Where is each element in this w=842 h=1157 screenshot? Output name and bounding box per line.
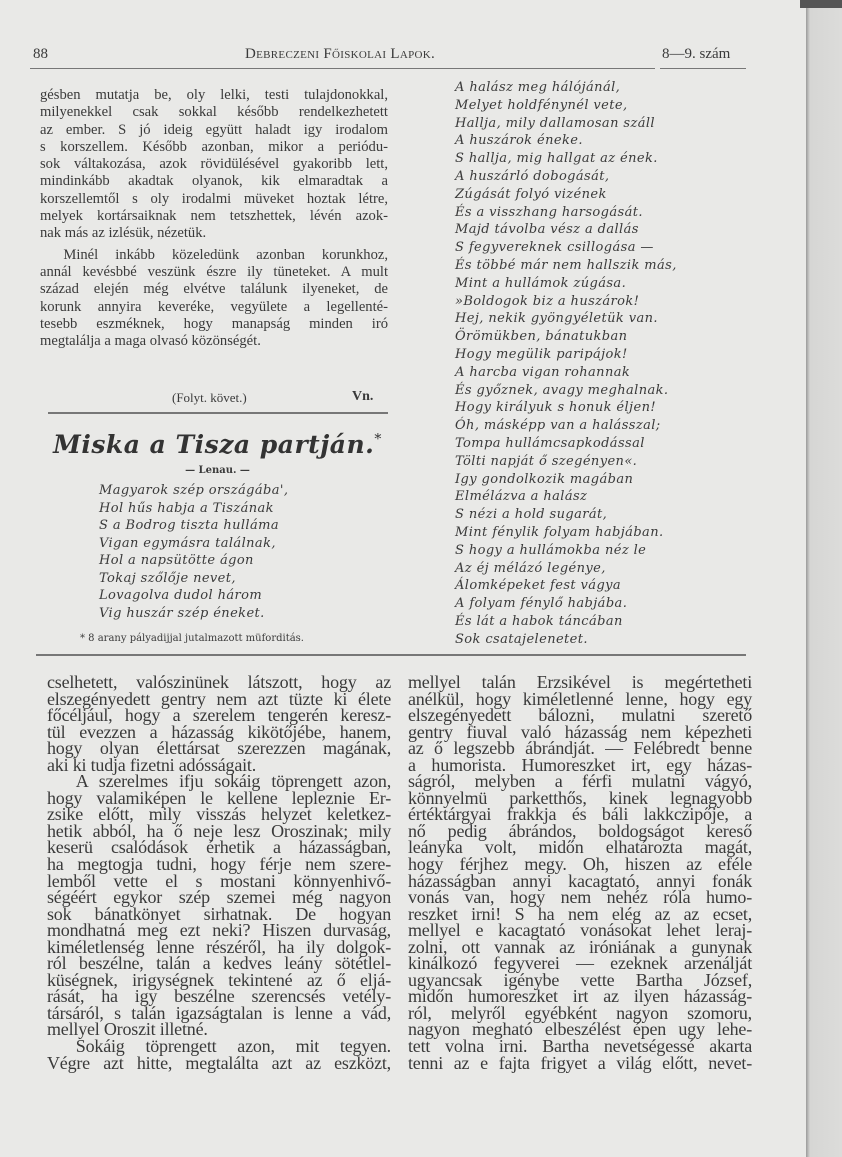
text-line: reszket irni! S ha nem elég az az ecset, <box>408 903 752 924</box>
journal-title: Debreczeni Főiskolai Lapok. <box>245 46 436 62</box>
text-line: az ember. S jó ideig együtt haladt igy irodalom <box>40 121 388 138</box>
text-line: elszegényedett bálozni, mulatni szerető <box>408 705 752 726</box>
text-line: nő pedig ábrándos, boldogságot kereső <box>408 820 752 841</box>
poem-line: Óh, másképp van a halásszal; <box>455 418 661 434</box>
text-line: s korszellem. Később azonban, mikor a periódu- <box>40 138 388 155</box>
poem-line: Mint a hullámok zúgása. <box>455 275 627 291</box>
text-line: korszellemtől s oly irodalmi müveket hoztak létre, <box>40 190 388 207</box>
poem-line: S a Bodrog tiszta hulláma <box>99 518 280 533</box>
poem-line: Hol hűs habja a Tiszának <box>99 500 274 516</box>
text-line: házasságban annyi kacagtató, annyi fonák <box>408 870 752 891</box>
text-line: keserü csalódások érhetik a házasságban, <box>47 837 391 858</box>
text-line: sok bánatkönyet sirhatnak. De hogyan <box>47 903 391 924</box>
text-line: mellyel talán Erzsikével is megértetheti <box>408 672 752 692</box>
poem-stanza-right <box>455 79 677 649</box>
text-line: gésben mutatja be, oly lelki, testi tulajdonokkal, <box>40 87 388 103</box>
text-line: főcéljául, hogy a szerelem tengerén keresz- <box>47 705 391 726</box>
poem-stanza-left <box>99 482 288 622</box>
text-line: korunk annyira keveréke, vegyülete a legellenté- <box>40 298 388 315</box>
poem-line: És lát a habok táncában <box>455 613 623 629</box>
text-line: könnyelmü parketthős, kinek legnagyobb <box>408 787 752 808</box>
essay-signature: Vn. <box>352 389 374 404</box>
poem-line: Vig huszár szép éneket. <box>99 605 265 621</box>
poem-line: Örömükben, bánatukban <box>455 329 628 345</box>
text-line: melyek kortársaiknak nem tetszhettek, lévén azok- <box>40 208 388 225</box>
text-line: a humorista. Humoreszket irt, egy házas- <box>408 754 752 775</box>
text-line: ha megtogja tudni, hogy férje nem szere- <box>47 854 391 875</box>
poem-line: A halász meg hálójánál, <box>455 80 621 95</box>
text-line: hetik abból, ha ő neje lesz Oroszinak; mily <box>47 820 391 841</box>
text-line: ugyancsak igénybe vette Bartha József, <box>408 969 752 990</box>
text-line: ról, melyről egyébként nagyon szomoru, <box>408 1002 752 1023</box>
poem-line: Hej, nekik gyöngyéletük van. <box>455 311 658 327</box>
column-divider-rule <box>36 654 746 656</box>
text-line: tesebb eszméknek, hogy manapság minden iró <box>40 315 388 332</box>
text-line: aki ki tudja fizetni adósságait. <box>47 754 257 775</box>
text-line: értéktárgyai frakkja és báli lakkczipője, a <box>408 804 752 825</box>
text-line: vonás van, hogy nem nehéz róla humo- <box>408 887 752 908</box>
text-line: Végre azt hitte, megtalálta azt az eszközt, <box>47 1052 391 1073</box>
poem-line: Magyarok szép országába', <box>99 483 289 498</box>
poem-line: Álomképeket fest vágya <box>455 578 622 594</box>
poem-line: Tokaj szőlője nevet, <box>99 570 236 586</box>
poem-author: — Lenau. — <box>185 465 250 476</box>
header-rule <box>30 68 655 69</box>
poem-line: Az éj mélázó legénye, <box>455 560 606 576</box>
poem-line: Melyet holdfénynél vete, <box>455 97 628 113</box>
poem-line: Igy gondolkozik magában <box>455 471 634 487</box>
poem-line: Hol a napsütötte ágon <box>99 553 254 568</box>
story-column-left <box>47 674 391 1071</box>
text-line: Minél inkább közeledünk azonban korunkhoz, <box>63 246 388 263</box>
text-line: mindinkább akadtak olyanok, kik elmaradtak a <box>40 173 388 190</box>
poem-line: Hogy királyuk s honuk éljen! <box>455 400 656 416</box>
issue-number: 8—9. szám <box>662 46 731 62</box>
poem-line: Tompa hullámcsapkodással <box>455 435 645 451</box>
poem-title <box>40 430 395 459</box>
poem-line: Hogy megülik paripájok! <box>455 346 628 362</box>
paragraph <box>47 773 391 1038</box>
text-line: midőn humoreszket irt az ilyen házasság- <box>408 986 752 1007</box>
paragraph <box>40 247 388 351</box>
poem-line: S fegyvereknek csillogása — <box>455 240 654 256</box>
poem-line: És a visszhang harsogását. <box>455 204 643 220</box>
poem-line: S hogy a hullámokba néz le <box>455 542 647 558</box>
page-edge-shadow <box>800 0 842 8</box>
poem-line: Hallja, mily dallamosan száll <box>455 115 655 131</box>
text-line: annál kevésbbé veszünk észre ily tüneteket. A mult <box>40 263 388 280</box>
text-line: tenni az e fajta frigyet a világ előtt, nevet- <box>408 1052 752 1073</box>
text-line: lemből vette el s mostani könnyenhivő- <box>47 870 391 891</box>
poem-line: S nézi a hold sugarát, <box>455 507 608 523</box>
poem-line: Elmélázva a halász <box>455 489 588 505</box>
text-line: ságról, melyben a férfi mulatni vágyó, <box>408 771 752 792</box>
text-line: nak más az izlésük, nézetük. <box>40 225 207 242</box>
text-line: ról beszélne, talán a kedves leány sötétlel- <box>47 953 391 974</box>
continued-note: (Folyt. követ.) <box>172 390 247 405</box>
text-line: anélkül, hogy kiméletlenné lenne, hogy egy <box>408 688 752 709</box>
text-line: cselhetett, valószinünek látszott, hogy az <box>47 672 391 692</box>
paragraph <box>408 674 752 1071</box>
story-column-right <box>408 674 752 1071</box>
page-number: 88 <box>33 46 48 62</box>
text-line: kinálkozó fegyverei — ezeknek arzenálját <box>408 953 752 974</box>
text-line: zsike előtt, mily visszás helyzet keletkez- <box>47 804 391 825</box>
text-line: nagyon megható elbeszélést épen ugy lehe- <box>408 1019 752 1040</box>
text-line: tett volna irni. Bartha nevetségessé akarta <box>408 1036 752 1057</box>
text-line: kiméletlenség lenne részéről, ha ily dolgok- <box>47 936 391 957</box>
paragraph <box>40 87 388 243</box>
poem-line: Vigan egymásra találnak, <box>99 535 276 551</box>
poem-line: S hallja, mig hallgat az ének. <box>455 151 658 167</box>
text-line: az ő legszebb ábrándját. — Felébredt benne <box>408 738 752 759</box>
poem-line: A huszárok éneke. <box>455 133 583 149</box>
text-line: gentry fiuval való házasság nem képezheti <box>408 721 752 742</box>
poem-line: És többé már nem hallszik más, <box>455 257 677 273</box>
poem-line: Lovagolva dudol három <box>99 588 263 603</box>
poem-line: »Boldogok biz a huszárok! <box>455 293 640 309</box>
text-line: hogy olyan élettársat szerezzen magának, <box>47 738 391 759</box>
poem-footnote: * 8 arany pályadijjal jutalmazott müforditás. <box>80 633 304 644</box>
text-line: társáról, s talán igazságtalan is lenne a vád, <box>47 1002 391 1023</box>
text-line: zolni, ott vannak az iróniának a gunynak <box>408 936 752 957</box>
text-line: ségéért egykor szép szemei még nagyon <box>47 887 391 908</box>
poem-line: A folyam fénylő habjába. <box>455 596 628 612</box>
text-line: mellyel Oroszit illetné. <box>47 1019 208 1040</box>
poem-line: A huszárló dobogását, <box>455 168 610 184</box>
text-line: megtalálja a maga olvasó közönségét. <box>40 333 261 350</box>
poem-title-text: Miska a Tisza partján. <box>53 430 375 459</box>
text-line: leányka volt, midőn elhatározta magát, <box>408 837 752 858</box>
poem-line: Mint fénylik folyam habjában. <box>455 524 664 540</box>
text-line: hogy férjhez megy. Oh, hiszen az eféle <box>408 854 752 875</box>
text-line: sok váltakozása, azok rövidülésével gyakoribb lett, <box>40 156 388 173</box>
text-line: A szerelmes ifju sokáig töprengett azon, <box>75 771 391 792</box>
essay-end-column <box>40 87 388 350</box>
text-line: mellyel e kacagtató vonásokat lehet leraj- <box>408 920 752 941</box>
page-edge <box>806 0 842 1157</box>
poem-line: És győznek, avagy meghalnak. <box>455 382 669 398</box>
text-line: rását, ha igy beszélne szerencsés vetély- <box>47 986 391 1007</box>
poem-line: Majd távolba vész a dallás <box>455 222 639 238</box>
paragraph <box>47 674 391 773</box>
section-rule <box>48 412 388 414</box>
text-line: tül evezzen a házasság kikötőjébe, hanem, <box>47 721 391 742</box>
poem-line: A harcba vigan rohannak <box>455 364 631 380</box>
text-line: mondhatná meg ezt neki? Hiszen durvaság, <box>47 920 391 941</box>
footnote-mark: * <box>374 431 382 448</box>
text-line: század elején még elvétve találunk ilyeneket, de <box>40 281 388 298</box>
poem-line: Tölti napját ő szegényen«. <box>455 453 638 469</box>
text-line: küségnek, irigységnek tekintené az ő eljá- <box>47 969 391 990</box>
text-line: elszegényedett gentry nem azt tüzte ki élete <box>47 688 391 709</box>
paragraph <box>47 1038 391 1071</box>
poem-line: Zúgását folyó vizének <box>455 186 607 202</box>
header-rule <box>660 68 746 69</box>
poem-line: Sok csatajelenetet. <box>455 631 588 647</box>
text-line: milyenekkel csak sokkal később rendelkezhetett <box>40 104 388 121</box>
text-line: hogy valamiképen le kellene lepleznie Er- <box>47 787 391 808</box>
text-line: Sokáig töprengett azon, mit tegyen. <box>75 1036 391 1057</box>
